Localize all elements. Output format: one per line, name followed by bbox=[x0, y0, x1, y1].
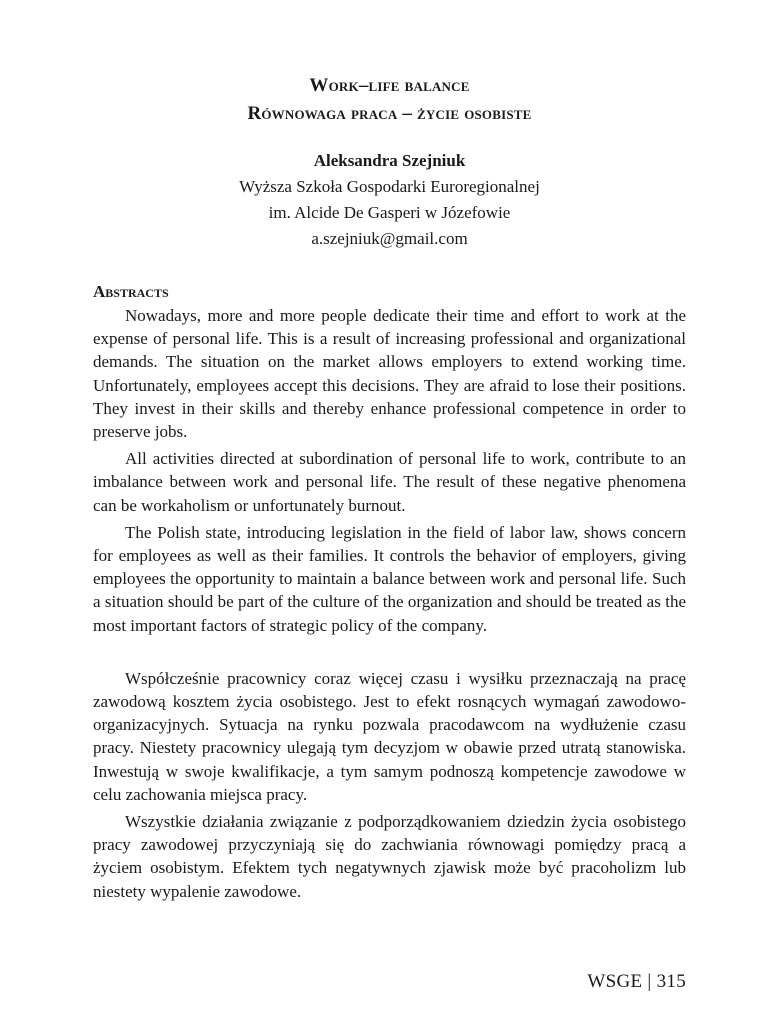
author-block bbox=[93, 148, 686, 252]
abstract-english bbox=[93, 304, 686, 637]
author-affiliation-line2: im. Alcide De Gasperi w Józefowie bbox=[268, 203, 511, 222]
abstract-polish bbox=[93, 667, 686, 903]
abstract-paragraph: Wszystkie działania związanie z podporządkowaniem dziedzin życia osobistego pracy zawodowej przyczyniają się do zachwiania równowagi pomiędzy pracą a życiem osobistym. Efektem tych negatywnych zjawisk może być pracoholizm lub niestety wypalenie zawodowe. bbox=[93, 812, 686, 901]
article-page bbox=[93, 72, 686, 903]
abstract-paragraph: All activities directed at subordination of personal life to work, contribute to an imbalance between work and personal life. The result of these negative phenomena can be workaholism or unfortunately burnout. bbox=[93, 449, 686, 515]
title-polish: Równowaga praca – życie osobiste bbox=[247, 103, 532, 124]
page-footer: WSGE | 315 bbox=[587, 971, 686, 992]
author-affiliation-line1: Wyższa Szkoła Gospodarki Euroregionalnej bbox=[239, 177, 540, 196]
author-email: a.szejniuk@gmail.com bbox=[311, 229, 468, 248]
title-english: Work–life balance bbox=[309, 75, 470, 96]
abstract-paragraph: The Polish state, introducing legislation in the field of labor law, shows concern for employees as well as their families. It controls the behavior of employers, giving employees the opportunity to maintain a balance between work and personal life. Such a situation should be part of the culture of the organization and should be treated as the most important factors of strategic policy of the company. bbox=[93, 522, 686, 635]
abstract-paragraph: Nowadays, more and more people dedicate their time and effort to work at the expense of personal life. This is a result of increasing professional and organizational demands. The situation on the market allows employers to extend working time. Unfortunately, employees accept this decisions. They are afraid to lose their positions. They invest in their skills and thereby enhance professional competence in order to preserve jobs. bbox=[93, 306, 686, 442]
abstract-heading: Abstracts bbox=[93, 282, 169, 301]
abstract-paragraph: Współcześnie pracownicy coraz więcej czasu i wysiłku przeznaczają na pracę zawodową kosztem życia osobistego. Jest to efekt rosnących wymagań zawodowo-organizacyjnych. Sytuacja na rynku pozwala pracodawcom na wydłużenie czasu pracy. Niestety pracownicy ulegają tym decyzjom w obawie przed utratą stanowiska. Inwestują w swoje kwalifikacje, a tym samym podnoszą kompetencje zawodowe w celu zachowania miejsca pracy. bbox=[93, 668, 686, 804]
author-name: Aleksandra Szejniuk bbox=[313, 151, 466, 170]
